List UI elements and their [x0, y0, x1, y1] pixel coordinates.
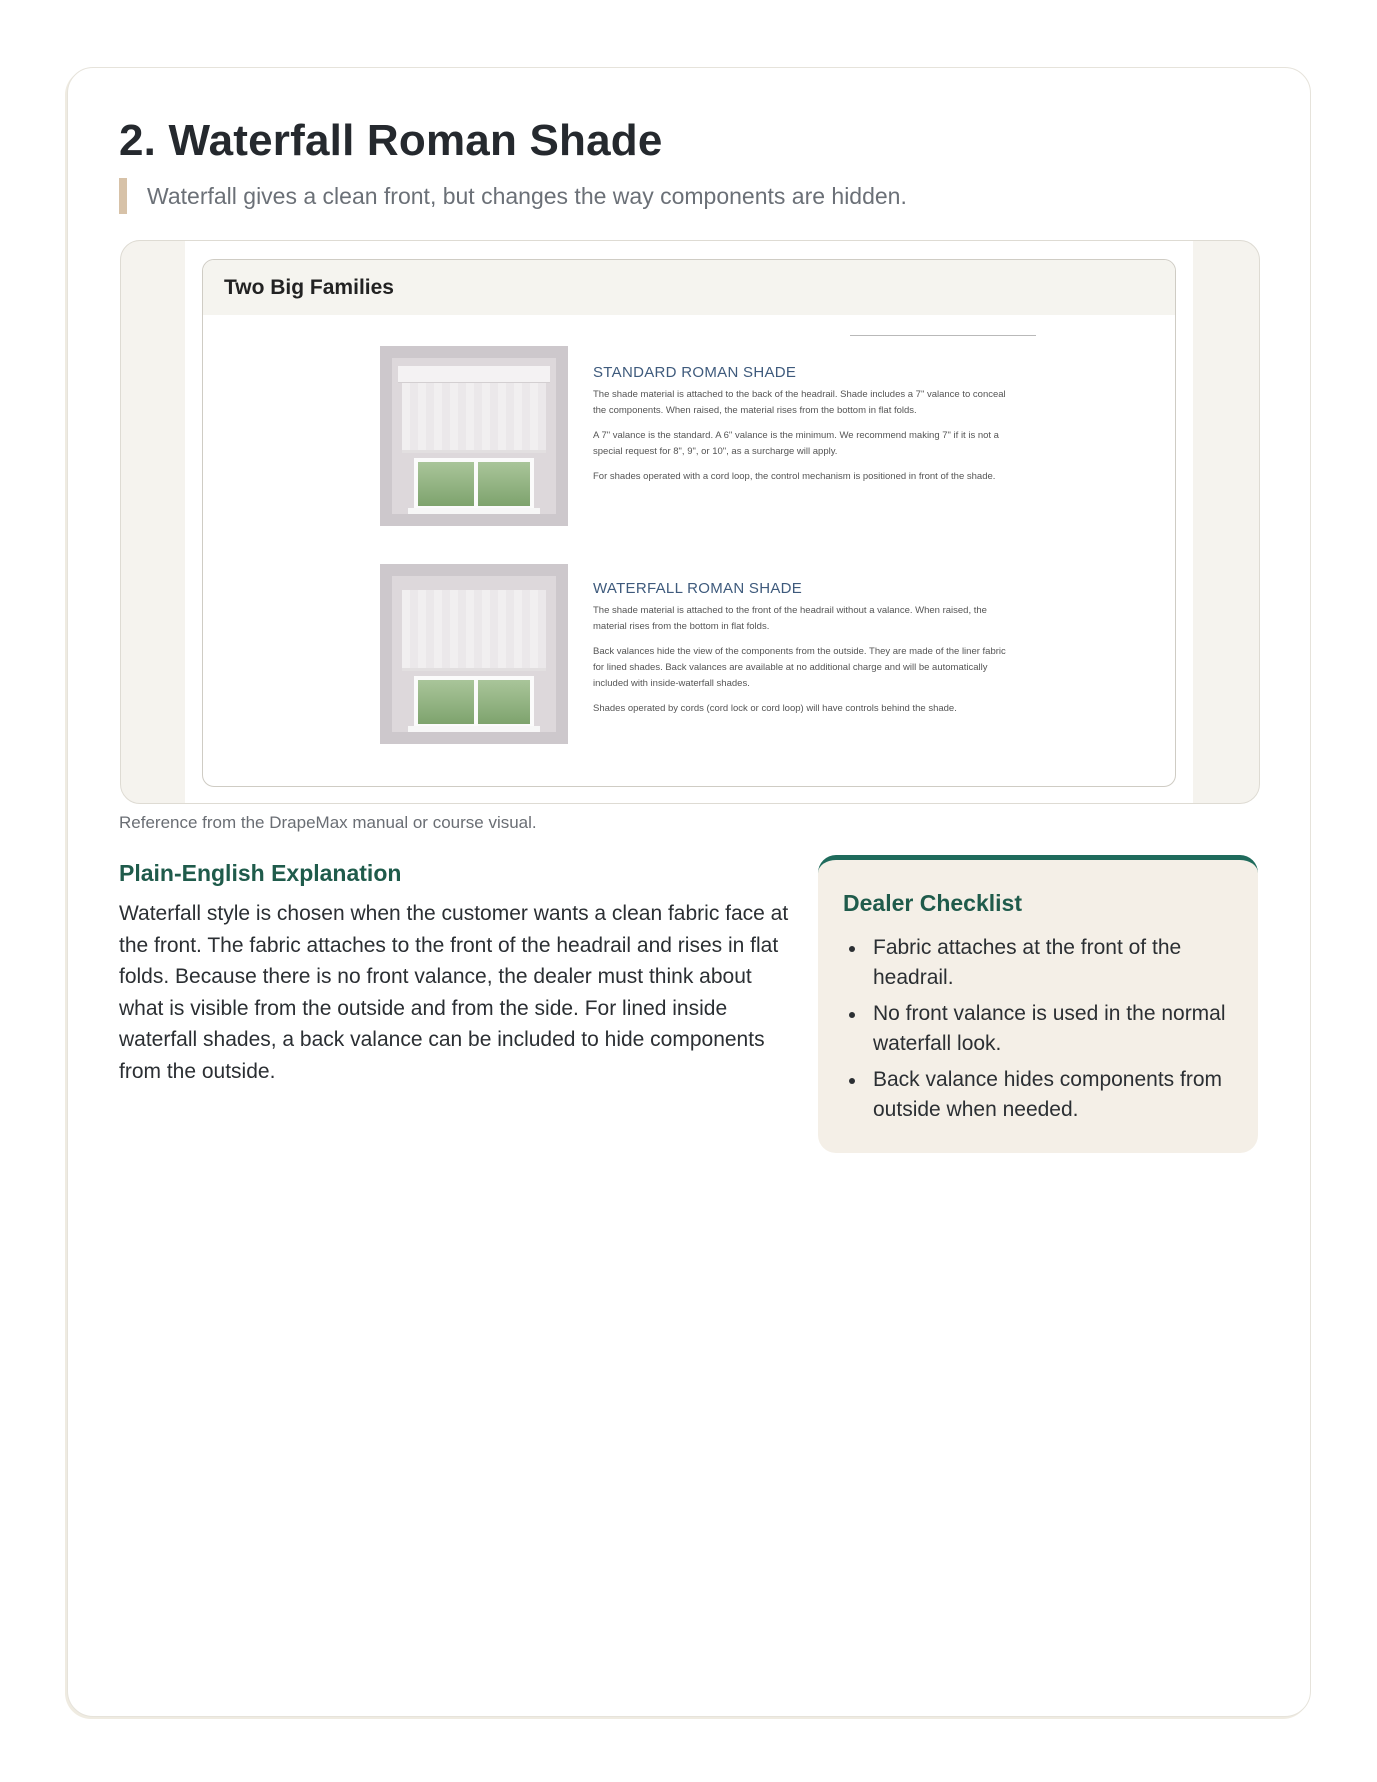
figure-header: Two Big Families: [203, 260, 1175, 315]
standard-shade-para: For shades operated with a cord loop, the control mechanism is positioned in front of the shade.: [593, 471, 996, 482]
explanation-heading: Plain-English Explanation: [119, 860, 402, 886]
standard-shade-description: [593, 364, 1013, 494]
standard-shade-heading: STANDARD ROMAN SHADE: [593, 364, 797, 381]
waterfall-shade-para: The shade material is attached to the front of the headrail without a valance. When raised, the material rises from the bottom in flat folds.: [593, 605, 987, 632]
figure-card: [202, 259, 1176, 787]
reference-figure: [120, 240, 1260, 804]
waterfall-shade-para: Back valances hide the view of the components from the outside. They are made of the liner fabric for lined shades. Back valances are available at no additional charge and will be automatically included with inside-waterfall shades.: [593, 646, 1006, 689]
checklist-item: No front valance is used in the normal waterfall look.: [873, 999, 1233, 1059]
waterfall-shade-heading: WATERFALL ROMAN SHADE: [593, 580, 803, 597]
checklist-item: Back valance hides components from outside when needed.: [873, 1065, 1233, 1125]
checklist-title: Dealer Checklist: [843, 890, 1022, 916]
figure-image: [185, 241, 1193, 803]
waterfall-shade-para: Shades operated by cords (cord lock or cord loop) will have controls behind the shade.: [593, 703, 957, 714]
figure-divider: [850, 335, 1036, 336]
standard-shade-para: The shade material is attached to the back of the headrail. Shade includes a 7" valance to conceal the components. When raised, the material rises from the bottom in flat folds.: [593, 389, 1006, 416]
dealer-checklist: [818, 855, 1258, 1153]
page-subtitle: Waterfall gives a clean front, but changes the way components are hidden.: [119, 178, 907, 214]
explanation-text: Waterfall style is chosen when the customer wants a clean fabric face at the front. The fabric attaches to the front of the headrail and rises in flat folds. Because there is no front valance, the dealer must think about what is visible from the outside and from the side. For lined inside waterfall shades, a back valance can be included to hide components from the outside.: [119, 902, 789, 1083]
waterfall-shade-description: [593, 580, 1013, 726]
checklist-item: Fabric attaches at the front of the headrail.: [873, 933, 1233, 993]
figure-caption: Reference from the DrapeMax manual or course visual.: [119, 813, 537, 832]
standard-shade-photo: [380, 346, 568, 526]
checklist-list: [843, 933, 1233, 1131]
standard-shade-para: A 7" valance is the standard. A 6" valance is the minimum. We recommend making 7" if it is not a special request for 8", 9", or 10", as a surcharge will apply.: [593, 430, 999, 457]
waterfall-shade-photo: [380, 564, 568, 744]
page-title: 2. Waterfall Roman Shade: [119, 116, 663, 165]
